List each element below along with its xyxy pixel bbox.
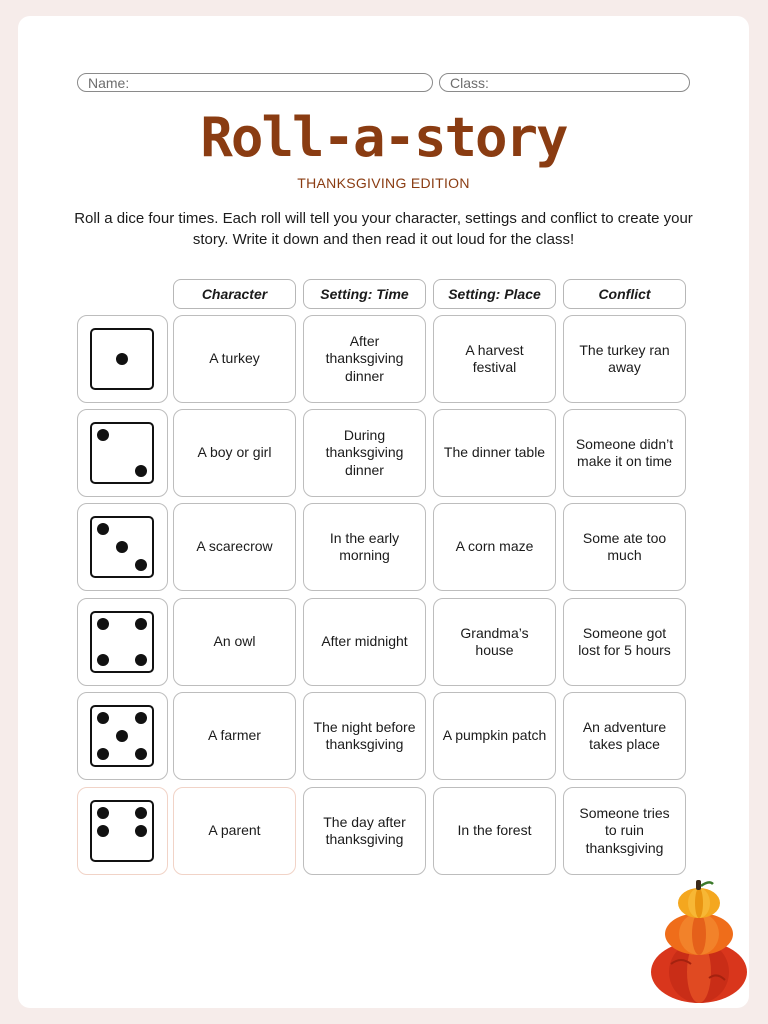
setting-place-cell: A corn maze <box>433 503 556 591</box>
dice-face-icon <box>90 516 154 578</box>
dice-cell <box>77 409 168 497</box>
setting-place-cell: The dinner table <box>433 409 556 497</box>
setting-time-cell: During thanksgiving dinner <box>303 409 426 497</box>
character-cell: A scarecrow <box>173 503 296 591</box>
dice-pip <box>135 654 147 666</box>
setting-place-cell: A pumpkin patch <box>433 692 556 780</box>
dice-pip <box>97 523 109 535</box>
dice-face-icon <box>90 328 154 390</box>
dice-pip <box>97 748 109 760</box>
column-header-conflict: Conflict <box>563 279 686 309</box>
dice-face-icon <box>90 422 154 484</box>
conflict-cell: Someone got lost for 5 hours <box>563 598 686 686</box>
worksheet-page <box>18 16 749 1008</box>
dice-pip <box>97 654 109 666</box>
dice-pip <box>135 825 147 837</box>
dice-pip <box>135 748 147 760</box>
character-cell: A farmer <box>173 692 296 780</box>
dice-pip <box>135 465 147 477</box>
page-title: Roll-a-story <box>200 106 567 169</box>
column-header-setting-time: Setting: Time <box>303 279 426 309</box>
dice-cell <box>77 503 168 591</box>
conflict-cell: Someone tries to ruin thanksgiving <box>563 787 686 875</box>
column-header-setting-place: Setting: Place <box>433 279 556 309</box>
setting-time-cell: After midnight <box>303 598 426 686</box>
dice-cell <box>77 315 168 403</box>
conflict-cell: Someone didn’t make it on time <box>563 409 686 497</box>
dice-pip <box>116 730 128 742</box>
setting-time-cell: After thanksgiving dinner <box>303 315 426 403</box>
pumpkin-stack-icon <box>649 878 749 1004</box>
conflict-cell: The turkey ran away <box>563 315 686 403</box>
dice-cell <box>77 598 168 686</box>
dice-pip <box>135 618 147 630</box>
dice-cell <box>77 692 168 780</box>
class-field[interactable] <box>439 73 690 92</box>
name-label: Name: <box>88 75 130 91</box>
dice-cell <box>77 787 168 875</box>
dice-pip <box>116 541 128 553</box>
setting-time-cell: In the early morning <box>303 503 426 591</box>
setting-time-cell: The night before thanksgiving <box>303 692 426 780</box>
conflict-cell: An adventure takes place <box>563 692 686 780</box>
class-label: Class: <box>450 75 489 91</box>
dice-pip <box>135 807 147 819</box>
setting-place-cell: A harvest festival <box>433 315 556 403</box>
instructions-text: Roll a dice four times. Each roll will tell you your character, settings and conflict to create your story. Write it down and then read it out loud for the class! <box>74 210 693 248</box>
setting-time-cell: The day after thanksgiving <box>303 787 426 875</box>
name-field[interactable] <box>77 73 433 92</box>
column-header-character: Character <box>173 279 296 309</box>
dice-face-icon <box>90 800 154 862</box>
character-cell: A boy or girl <box>173 409 296 497</box>
character-cell: A turkey <box>173 315 296 403</box>
conflict-cell: Some ate too much <box>563 503 686 591</box>
page-subtitle: THANKSGIVING EDITION <box>297 175 470 191</box>
character-cell: An owl <box>173 598 296 686</box>
dice-pip <box>97 712 109 724</box>
character-cell: A parent <box>173 787 296 875</box>
dice-pip <box>97 618 109 630</box>
dice-pip <box>97 825 109 837</box>
dice-face-icon <box>90 611 154 673</box>
dice-pip <box>135 559 147 571</box>
setting-place-cell: In the forest <box>433 787 556 875</box>
dice-pip <box>97 429 109 441</box>
dice-pip <box>116 353 128 365</box>
dice-pip <box>135 712 147 724</box>
setting-place-cell: Grandma’s house <box>433 598 556 686</box>
dice-pip <box>97 807 109 819</box>
dice-face-icon <box>90 705 154 767</box>
